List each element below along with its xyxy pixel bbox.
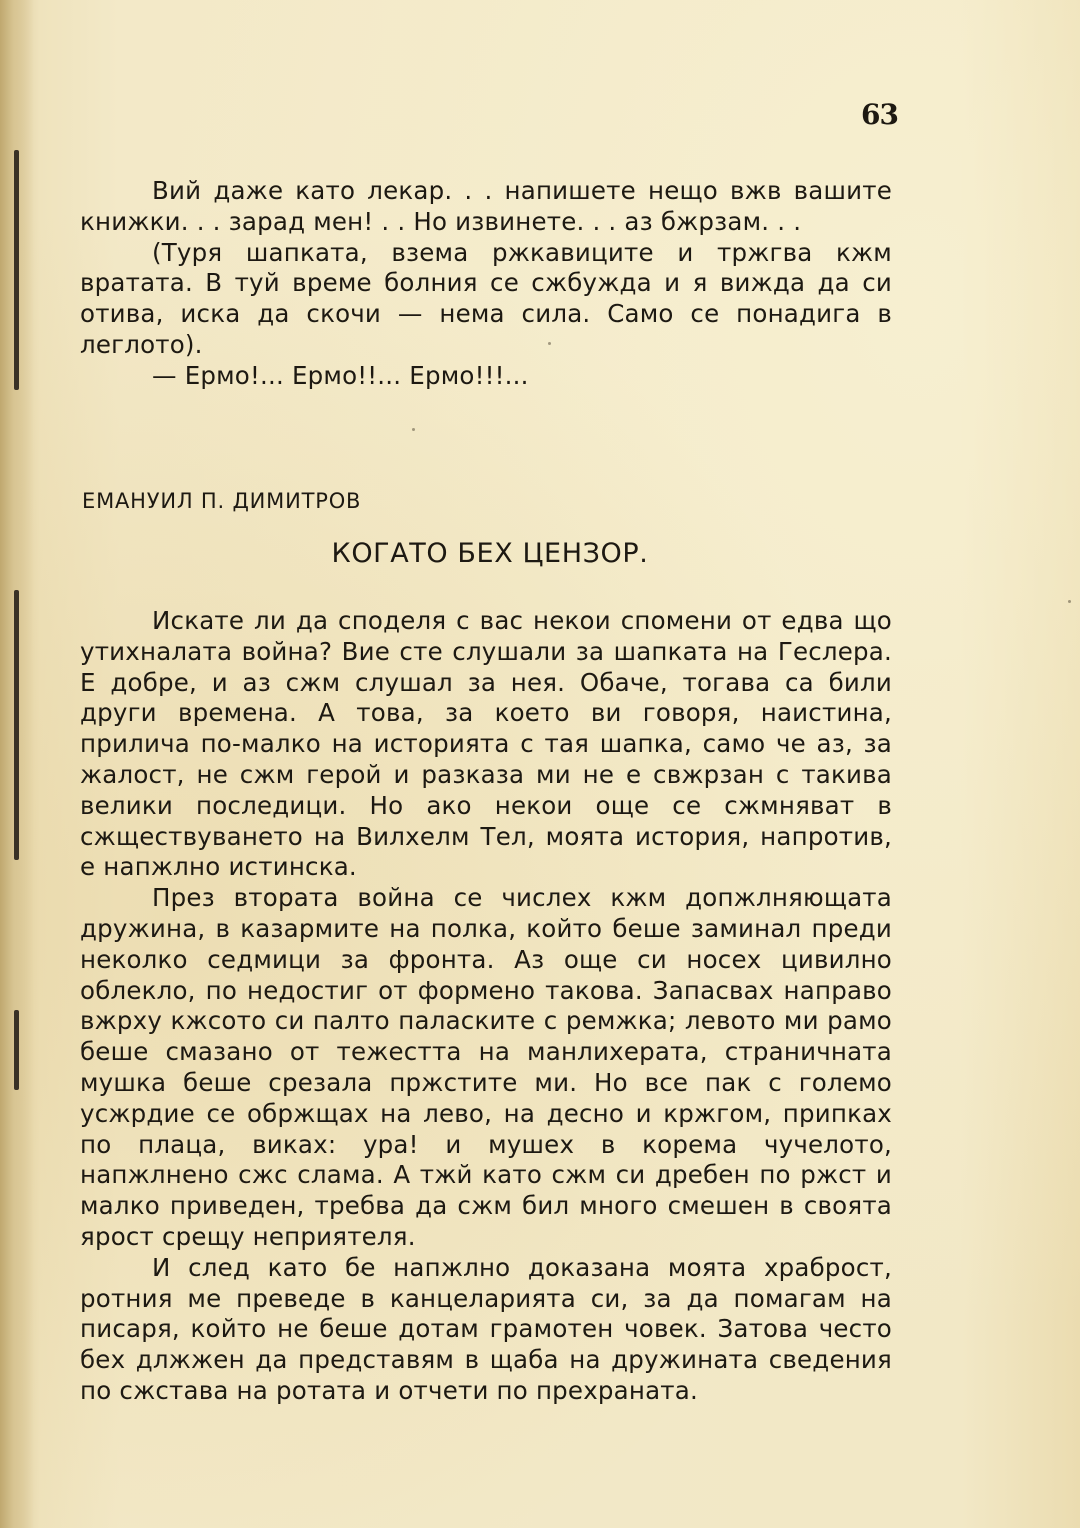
torn-edge-mark [14,150,19,390]
page-number: 63 [861,98,898,131]
author-name: ЕМАНУИЛ П. ДИМИТРОВ [82,489,362,513]
paper-speck [412,428,415,431]
text-paragraph: Вий даже като лекар. . . напишете нещо вжв вашите книжки. . . зарад мен! . . Но извинете. . . аз бжрзам. . . [80,176,892,236]
dialogue-line: — Ермо!... Ермо!!... Ермо!!!... [152,360,529,390]
paper-speck [1068,600,1071,603]
stage-direction-paragraph: (Туря шапката, взема ржкавиците и тржгва кжм вратата. В туй време болния се сжбужда и я вижда да си отива, иска да скочи — нема сила. Само се понадига в леглото). [80,237,892,359]
story-body [80,606,892,1407]
torn-edge-mark [14,590,19,860]
text-paragraph: Искате ли да споделя с вас некои спомени от едва що утихналата война? Вие сте слушали за шапката на Геслера. Е добре, и аз сжм слушал за нея. Обаче, тогава са били други времена. А това, за което ви говоря, наистина, прилича по-малко на историята с тая шапка, само че аз, за жалост, не сжм герой и разказа ми не е свжрзан с такива велики последици. Но ако некои още се сжмняват в сжществуването на Вилхелм Тел, моята история, напротив, е напжлно истинска. [80,606,892,882]
previous-story-ending [80,176,892,392]
text-paragraph: През втората война се числех кжм допжлняющата дружина, в казармите на полка, който беше заминал преди неколко седмици за фронта. Аз още си носех цивилно облекло, по недостиг от формено такова. Запасвах направо вжрху кжсото си палто паласките с ремжка; левото ми рамо беше смазано от тежестта на манлихерата, страничната мушка беше срезала пржстите ми. Но все пак с големо усжрдие се обржщах на лево, на десно и кржгом, припках по плаца, виках: ура! и мушех в корема чучелото, напжлнено сжс слама. А тжй като сжм си дребен по ржст и малко приведен, требва да сжм бил много смешен в своята ярост срещу неприятеля. [80,883,892,1251]
text-paragraph: И след като бе напжлно доказана моята храброст, ротния ме преведе в канцеларията си, за да помагам на писаря, който не беше дотам грамотен човек. Затова често бех длжжен да представям в щаба на дружината сведения по сжстава на ротата и отчети по прехраната. [80,1252,892,1405]
story-title: КОГАТО БЕХ ЦЕНЗОР. [331,538,649,569]
torn-edge-mark [14,1010,19,1090]
